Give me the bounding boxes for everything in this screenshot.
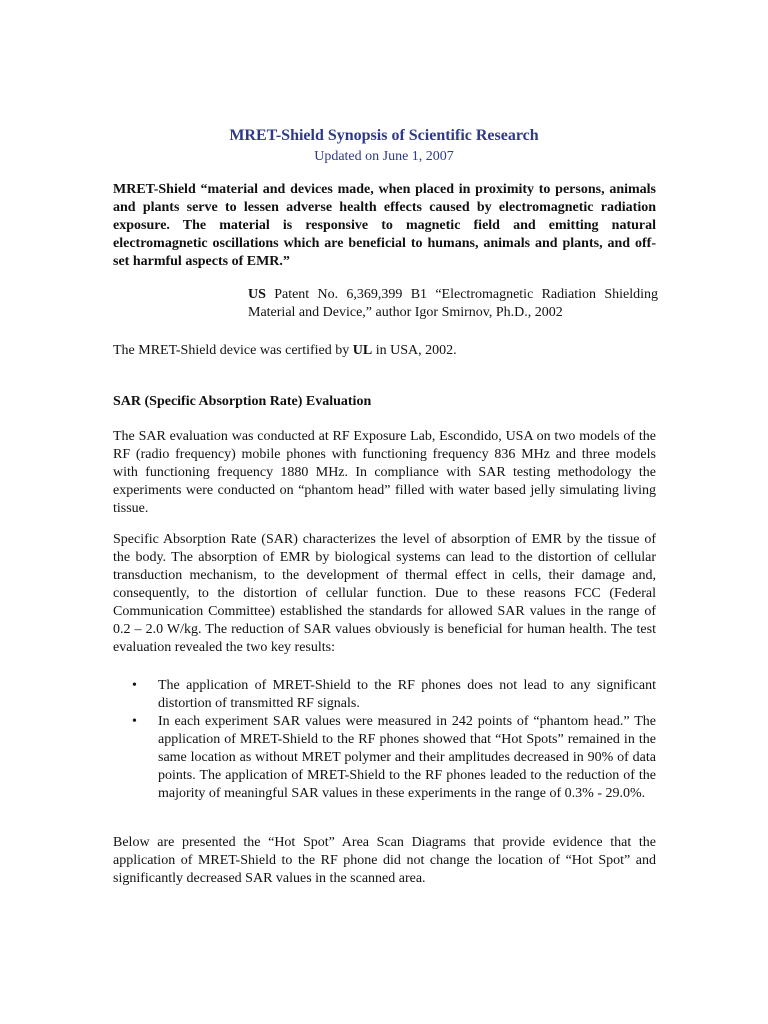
sar-paragraph-1: The SAR evaluation was conducted at RF Exposure Lab, Escondido, USA on two models of the RF (radio frequency) mobile phones with functioning frequency 836 MHz and three models with functioning frequency 1880 MHz. In compliance with SAR testing methodology the experiments were conducted on “phantom head” filled with water based jelly simulating living tissue. [113,429,656,516]
list-item-text: The application of MRET-Shield to the RF phones does not lead to any significant distortion of transmitted RF signals. [158,678,656,711]
patent-prefix: US [248,287,266,302]
patent-citation [248,286,658,322]
list-item [113,677,656,713]
list-item-text: In each experiment SAR values were measured in 242 points of “phantom head.” The application of MRET-Shield to the RF phones showed that “Hot Spots” remained in the same location as without MRET polymer and their amplitudes decreased in 90% of data points. The application of MRET-Shield to the RF phones leaded to the reduction of the majority of meaningful SAR values in these experiments in the range of 0.3% - 29.0%. [158,714,656,801]
sar-paragraph-3: Below are presented the “Hot Spot” Area Scan Diagrams that provide evidence that the application of MRET-Shield to the RF phone did not change the location of “Hot Spot” and significantly decreased SAR values in the scanned area. [113,835,656,886]
key-results-list [113,677,656,803]
certification-statement [113,342,656,360]
bullet-icon: • [132,678,137,693]
updated-date: Updated on June 1, 2007 [314,149,454,164]
list-item [113,713,656,803]
certification-after: in USA, 2002. [372,343,457,358]
certification-before: The MRET-Shield device was certified by [113,343,353,358]
page-title: MRET-Shield Synopsis of Scientific Research [229,127,539,144]
sar-paragraph-2: Specific Absorption Rate (SAR) characterizes the level of absorption of EMR by the tissue of the body. The absorption of EMR by biological systems can lead to the distortion of cellular transduction mechanism, to the development of thermal effect in cells, their damage and, consequently, to the distortion of cellular function. Due to these reasons FCC (Federal Communication Committee) established the standards for allowed SAR values in the range of 0.2 – 2.0 W/kg. The reduction of SAR values obviously is beneficial for human health. The test evaluation revealed the two key results: [113,532,656,655]
definition-quote: MRET-Shield “material and devices made, when placed in proximity to persons, animals and plants serve to lessen adverse health effects caused by electromagnetic radiation exposure. The material is responsive to magnetic field and emitting natural electromagnetic oscillations which are beneficial to humans, animals and plants, and off-set harmful aspects of EMR.” [113,182,656,269]
bullet-icon: • [132,714,137,729]
certification-org: UL [352,343,373,358]
section-heading: SAR (Specific Absorption Rate) Evaluation [113,394,372,409]
patent-text: Patent No. 6,369,399 B1 “Electromagnetic Radiation Shielding Material and Device,” author Igor Smirnov, Ph.D., 2002 [248,287,658,320]
